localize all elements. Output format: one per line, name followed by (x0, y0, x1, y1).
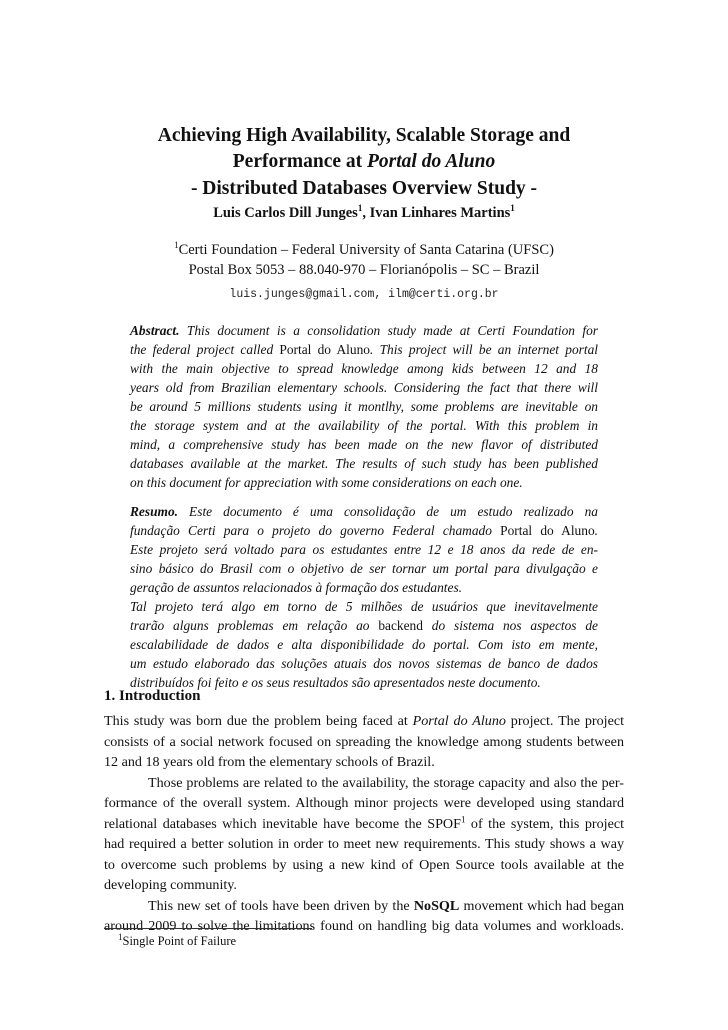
abstract-label: Abstract. (130, 323, 180, 338)
resumo-backend-term: backend (378, 618, 423, 633)
body-line: to overcome such problems by using a new kind of Open Source tools available at the (104, 856, 624, 873)
section-heading-introduction: 1. Introduction (104, 688, 201, 704)
resumo-line (130, 616, 598, 635)
resumo-block (130, 502, 598, 692)
body-text: of the system, this project (465, 815, 624, 832)
resumo-text: do sistema nos aspectos de (422, 618, 598, 633)
body-line: developing community. (104, 877, 237, 893)
body-text: movement which had began (459, 897, 625, 914)
affiliation-line-1 (0, 240, 728, 260)
body-text: This study was born due the problem being faced at (104, 713, 413, 729)
body-text: relational databases which inevitable have become the SPOF (104, 815, 461, 832)
introduction-body (104, 711, 624, 937)
resumo-line: Este projeto será voltado para os estudantes entre 12 e 18 anos da rede de en- (130, 542, 598, 557)
abstract-line: databases available at the market. The results of such study has been published (130, 456, 598, 471)
affiliation-text: Certi Foundation – Federal University of Santa Catarina (UFSC) (178, 242, 554, 258)
body-line (104, 896, 624, 917)
abstract-portal-name: Portal do Aluno (279, 342, 370, 357)
abstract-text: the federal project called (130, 342, 280, 357)
abstract-text: This document is a consolidation study made at Certi Foundation for (186, 323, 598, 338)
resumo-line: sino básico do Brasil com o objetivo de ser tornar um portal para divulgação e (130, 561, 598, 576)
footnote (118, 931, 237, 949)
author-emails: luis.junges@gmail.com, ilm@certi.org.br (229, 288, 499, 301)
abstract-text: . This project will be an internet portal (369, 342, 598, 357)
resumo-line: um estudo elaborado das soluções atuais dos novos sistemas de banco de dados (130, 656, 598, 671)
body-text: project. The project (505, 713, 624, 729)
resumo-line: geração de assuntos relacionados à formação dos estudantes. (130, 580, 463, 595)
affiliation-line-2: Postal Box 5053 – 88.040-970 – Florianópolis – SC – Brazil (188, 262, 540, 278)
abstract-line: with the main objective to spread knowledge among kids between 12 and 18 (130, 361, 598, 376)
resumo-text: Este documento é uma consolidação de um estudo realizado na (189, 504, 598, 519)
body-line (104, 711, 624, 732)
author-2: Ivan Linhares Martins (369, 205, 511, 221)
body-nosql-term: NoSQL (413, 897, 460, 914)
resumo-line (130, 521, 598, 540)
body-line: formance of the overall system. Although minor projects were developed using standard (104, 795, 624, 811)
resumo-line: Tal projeto terá algo em torno de 5 milhões de usuários que inevitavelmente (130, 599, 598, 614)
author-separator: , (362, 205, 370, 221)
body-line: had required a better solution in order to meet new requirements. This study shows a way (104, 836, 624, 852)
paper-title-line-2 (0, 150, 728, 174)
footnote-ref-mark[interactable]: 1 (460, 813, 466, 824)
resumo-label: Resumo. (130, 504, 178, 519)
paper-title-line-1: Achieving High Availability, Scalable Storage and (157, 125, 571, 146)
abstract-line: the storage system and at the availability of the portal. With this problem in (130, 418, 598, 433)
affiliation-mark: 1 (174, 240, 179, 251)
body-line (104, 814, 624, 835)
resumo-line: escalabilidade de dados e alta disponibilidade do portal. Com isto em mente, (130, 637, 598, 652)
abstract-line: mind, a comprehensive study has been made on the new flavor of distributed (130, 437, 598, 452)
body-line: around 2009 to solve the limitations found on handling big data volumes and workloads. (104, 918, 624, 934)
abstract-line: on this document for appreciation with some considerations on each one. (130, 475, 523, 490)
title-portal-name: Portal do Aluno (367, 151, 496, 172)
footnote-mark: 1 (118, 931, 123, 942)
body-line: 12 and 18 years old from the elementary schools of Brazil. (104, 754, 435, 770)
body-portal-name: Portal do Aluno (412, 713, 506, 729)
body-line: Those problems are related to the availability, the storage capacity and also the per- (148, 774, 624, 791)
author-1: Luis Carlos Dill Junges (213, 205, 358, 221)
resumo-text: trarão alguns problemas em relação ao (130, 618, 379, 633)
footnote-text: Single Point of Failure (122, 934, 237, 948)
abstract-line (130, 321, 598, 340)
abstract-line: be around 5 millions students using it montlhy, some problems are inevitable on (130, 399, 598, 414)
title-text: Performance at (232, 151, 368, 172)
footnote-divider (104, 928, 312, 929)
resumo-text: fundação Certi para o projeto do governo Federal chamado (130, 523, 501, 538)
abstract-line: years old from Brazilian elementary schools. Considering the fact that there will (130, 380, 598, 395)
resumo-line (130, 502, 598, 521)
body-line: consists of a social network focused on spreading the knowledge among students between (104, 733, 624, 750)
resumo-text: . (594, 523, 599, 538)
abstract-block (130, 321, 598, 492)
body-text: This new set of tools have been driven by the (148, 897, 414, 914)
resumo-portal-name: Portal do Aluno (500, 523, 595, 538)
author-2-affil-mark: 1 (510, 203, 515, 214)
paper-title-line-3: - Distributed Databases Overview Study - (190, 178, 538, 199)
abstract-line (130, 340, 598, 359)
author-1-affil-mark: 1 (357, 203, 363, 214)
resumo-line: distribuídos foi feito e os seus resultados são apresentados neste documento. (130, 675, 541, 690)
author-list (0, 204, 728, 222)
